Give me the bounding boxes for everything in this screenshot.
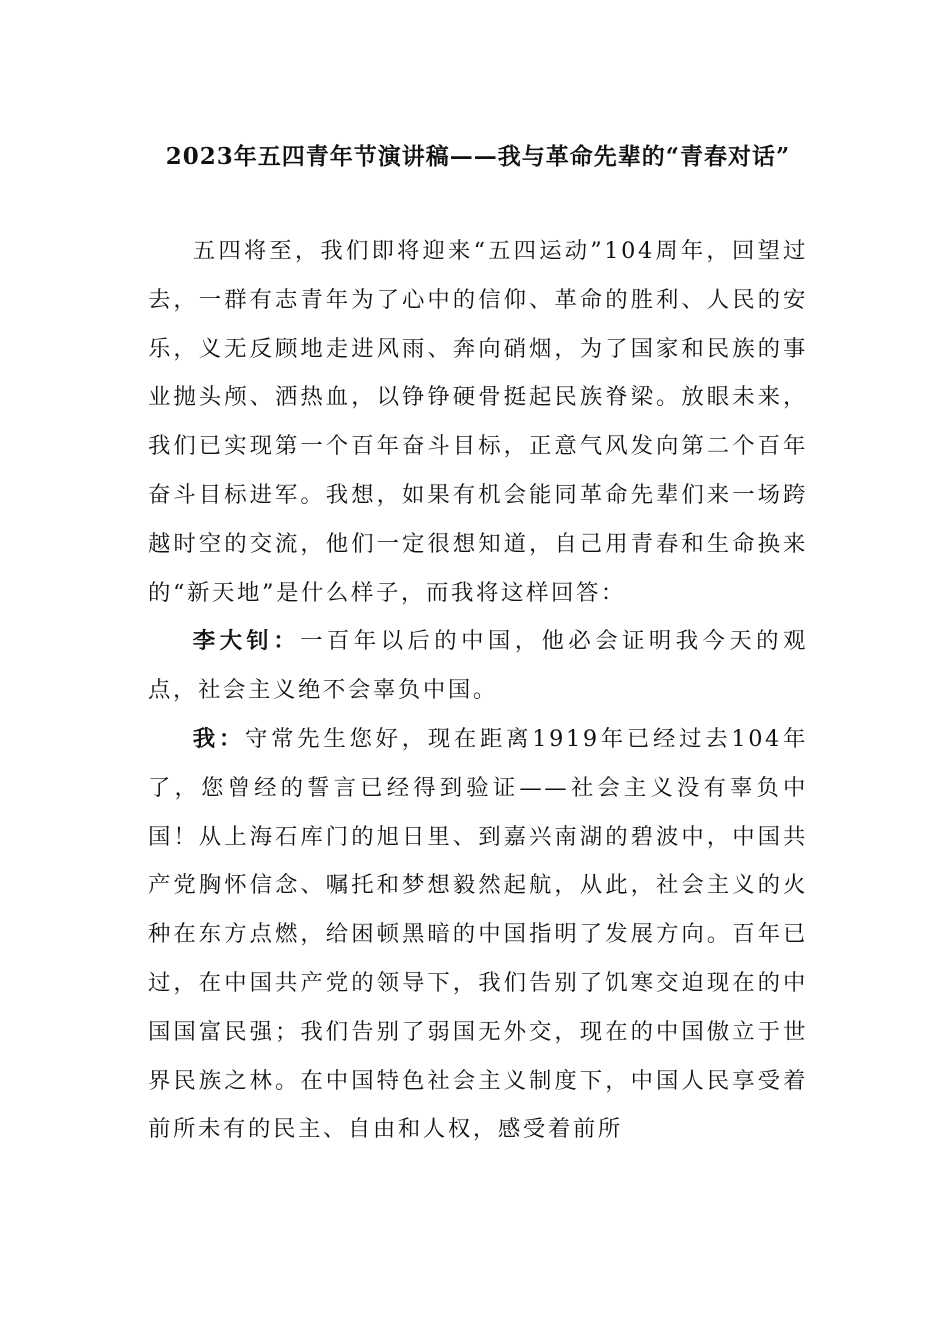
speaker-me: 我：: [192, 725, 246, 752]
intro-paragraph: [148, 227, 808, 617]
my-reply-paragraph: [148, 715, 808, 1154]
li-dazhao-quote-paragraph: [148, 617, 808, 715]
document-title: 2023年五四青年节演讲稿——我与革命先辈的“青春对话”: [165, 143, 791, 170]
my-reply-text: 守常先生您好，现在距离1919年已经过去104年了，您曾经的誓言已经得到验证——社会主义没有辜负中国！从上海石库门的旭日里、到嘉兴南湖的碧波中，中国共产党胸怀信念、嘱托和梦想毅然起航，从此，社会主义的火种在东方点燃，给困顿黑暗的中国指明了发展方向。百年已过，在中国共产党的领导下，我们告别了饥寒交迫现在的中国国富民强；我们告别了弱国无外交，现在的中国傲立于世界民族之林。在中国特色社会主义制度下，中国人民享受着前所未有的民主、自由和人权，感受着前所: [148, 725, 808, 1143]
document-body: [148, 227, 808, 1154]
speaker-li-dazhao: 李大钊：: [192, 628, 301, 655]
li-dazhao-quote-text: 一百年以后的中国，他必会证明我今天的观点，社会主义绝不会辜负中国。: [148, 628, 808, 704]
intro-text: 五四将至，我们即将迎来“五四运动”104周年，回望过去，一群有志青年为了心中的信仰、革命的胜利、人民的安乐，义无反顾地走进风雨、奔向硝烟，为了国家和民族的事业抛头颅、洒热血，以铮铮硬骨挺起民族脊梁。放眼未来，我们已实现第一个百年奋斗目标，正意气风发向第二个百年奋斗目标进军。我想，如果有机会能同革命先辈们来一场跨越时空的交流，他们一定很想知道，自己用青春和生命换来的“新天地”是什么样子，而我将这样回答：: [148, 238, 808, 606]
